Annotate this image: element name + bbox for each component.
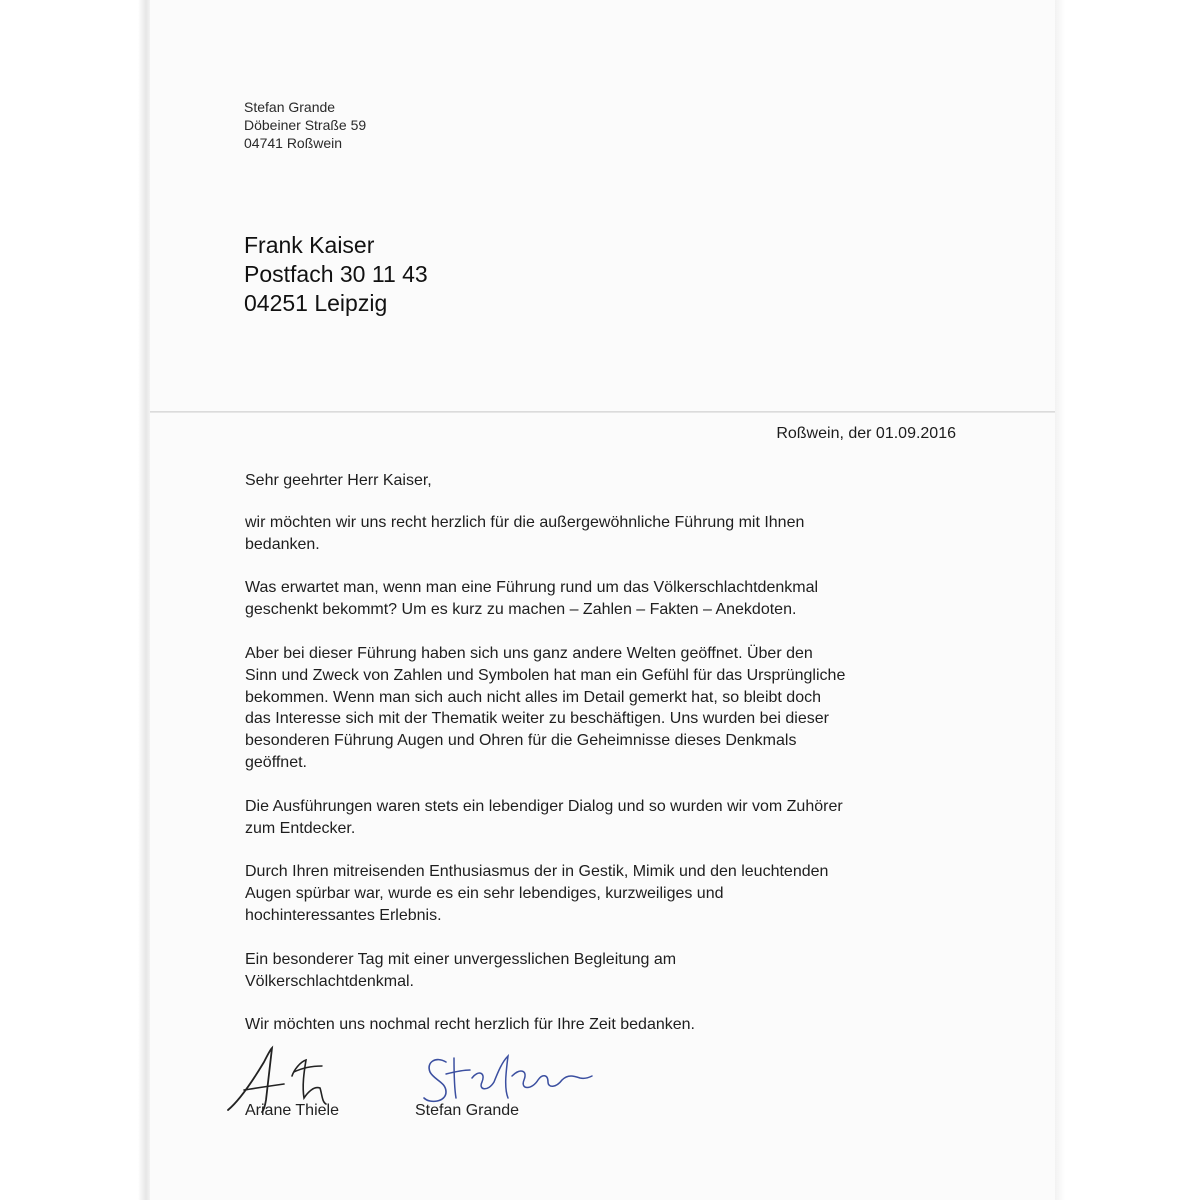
sender-city: 04741 Roßwein (244, 135, 343, 151)
fold-line (150, 411, 1055, 413)
recipient-address (244, 231, 428, 318)
scan-right-margin (1055, 0, 1200, 1200)
recipient-name: Frank Kaiser (244, 232, 375, 258)
sender-address (244, 98, 366, 152)
paragraph-1: wir möchten wir uns recht herzlich für die außergewöhnliche Führung mit Ihnen bedanken. (245, 513, 805, 553)
paragraph-4: Die Ausführungen waren stets ein lebendiger Dialog und so wurden wir vom Zuhörer zum Entdecker. (245, 797, 843, 837)
scan-left-margin (0, 0, 150, 1200)
recipient-street: Postfach 30 11 43 (244, 261, 428, 287)
sender-street: Döbeiner Straße 59 (244, 117, 367, 133)
signature-name-right: Stefan Grande (415, 1102, 520, 1119)
paragraph-3: Aber bei dieser Führung haben sich uns ganz andere Welten geöffnet. Über den Sinn und Zweck von Zahlen und Symbolen hat man ein Gefühl für das Ursprüngliche bekommen. Wenn man sich auch nicht alles im Detail gemerkt hat, so bleibt doch das Interesse sich mit der Thematik weiter zu beschäftigen. Uns wurden bei dieser besonderen Führung Augen und Ohren für die Geheimnisse dieses Denkmals geöffnet. (245, 644, 846, 771)
letter-body (245, 470, 965, 1058)
paragraph-7: Wir möchten uns nochmal recht herzlich für Ihre Zeit bedanken. (245, 1016, 695, 1034)
paragraph-5: Durch Ihren mitreisenden Enthusiasmus der in Gestik, Mimik und den leuchtenden Augen spürbar war, wurde es ein sehr lebendiges, kurzweiliges und hochinteressantes Erlebnis. (245, 863, 829, 924)
paragraph-6: Ein besonderer Tag mit einer unvergesslichen Begleitung am Völkerschlachtdenkmal. (245, 950, 677, 990)
date-line: Roßwein, der 01.09.2016 (776, 425, 956, 442)
paragraph-2: Was erwartet man, wenn man eine Führung rund um das Völkerschlachtdenkmal geschenkt bekommt? Um es kurz zu machen – Zahlen – Fakten – Anekdoten. (245, 579, 819, 619)
salutation: Sehr geehrter Herr Kaiser, (245, 472, 432, 489)
recipient-city: 04251 Leipzig (244, 290, 388, 316)
sender-name: Stefan Grande (244, 99, 336, 115)
signature-name-left: Ariane Thiele (245, 1102, 339, 1119)
